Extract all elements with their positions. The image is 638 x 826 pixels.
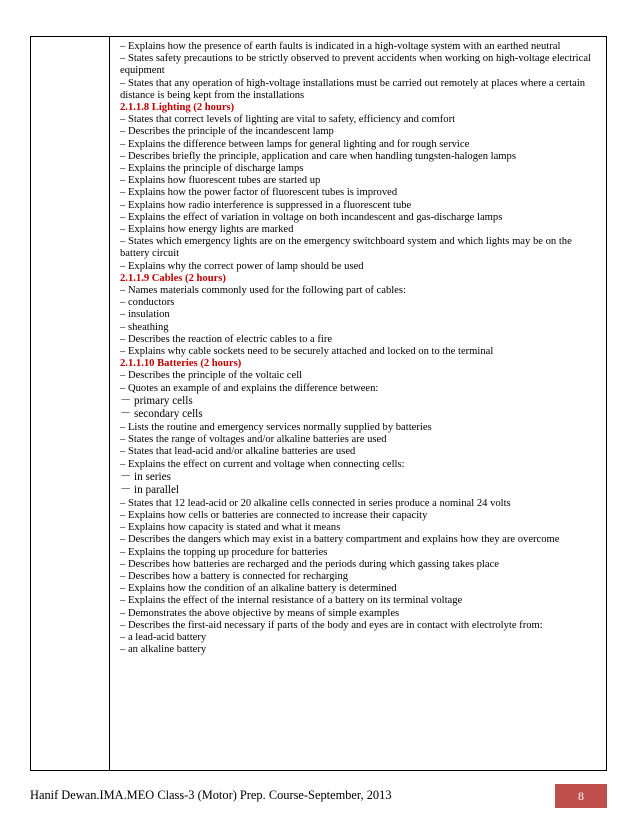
content-line: – Explains how capacity is stated and what it means [120,522,341,534]
content-table [30,36,607,771]
page-footer [30,784,607,808]
content-line: – Explains how the condition of an alkaline battery is determined [120,583,397,595]
content-line: – conductors [120,297,175,309]
content-line: – insulation [120,309,170,321]
section-heading: 2.1.1.10 Batteries (2 hours) [120,358,242,370]
content-line: – Describes the principle of the incandescent lamp [120,126,334,138]
content-line: – States safety precautions to be strictly observed to prevent accidents when working on high-voltage electrical equipment [120,53,591,77]
content-line: – Names materials commonly used for the following part of cables: [120,285,406,297]
section-heading: 2.1.1.9 Cables (2 hours) [120,272,226,284]
content-line: – an alkaline battery [120,644,207,656]
content-line: – Explains how the power factor of fluorescent tubes is improved [120,187,398,199]
content-line: – Quotes an example of and explains the difference between: [120,382,379,394]
content-line: – Explains the difference between lamps for general lighting and for rough service [120,138,470,150]
table-content-column [120,41,602,656]
content-line: – Describes the reaction of electric cables to a fire [120,333,333,345]
content-line: – Explains how fluorescent tubes are started up [120,175,321,187]
content-line: – Explains how cells or batteries are connected to increase their capacity [120,509,428,521]
page-number-badge: 8 [555,784,607,808]
content-line: – States which emergency lights are on the emergency switchboard system and which lights may be on the battery circuit [120,236,572,260]
table-left-column [31,37,110,770]
content-line: － in series [120,470,171,483]
content-line: － in parallel [120,484,180,497]
content-line: – Explains how energy lights are marked [120,224,294,236]
content-line: – Describes the first-aid necessary if parts of the body and eyes are in contact with electrolyte from: [120,619,543,631]
content-line: – Explains why the correct power of lamp should be used [120,260,364,272]
content-line: – Explains the effect of variation in voltage on both incandescent and gas-discharge lamps [120,211,503,223]
content-line: － primary cells [120,394,193,407]
content-line: – Describes the dangers which may exist in a battery compartment and explains how they are overcome [120,534,560,546]
content-line: – States that lead-acid and/or alkaline batteries are used [120,446,356,458]
content-line: – Demonstrates the above objective by means of simple examples [120,607,400,619]
footer-text: Hanif Dewan.IMA.MEO Class-3 (Motor) Prep. Course-September, 2013 [30,788,392,802]
content-line: – States that 12 lead-acid or 20 alkaline cells connected in series produce a nominal 24 volts [120,497,511,509]
content-line: – Explains the effect on current and voltage when connecting cells: [120,458,405,470]
content-line: – Explains how radio interference is suppressed in a fluorescent tube [120,199,412,211]
content-line: – sheathing [120,321,169,333]
content-line: – Describes briefly the principle, application and care when handling tungsten-halogen lamps [120,150,516,162]
content-line: – States that correct levels of lighting are vital to safety, efficiency and comfort [120,114,456,126]
section-heading: 2.1.1.8 Lighting (2 hours) [120,102,235,114]
content-line: – Describes how a battery is connected for recharging [120,570,349,582]
content-line: – Describes how batteries are recharged and the periods during which gassing takes place [120,558,499,570]
content-line: – Explains why cable sockets need to be securely attached and locked on to the terminal [120,346,494,358]
content-line: – Explains the topping up procedure for batteries [120,546,328,558]
content-line: – Describes the principle of the voltaic cell [120,370,303,382]
content-line: － secondary cells [120,408,203,421]
content-line: – States the range of voltages and/or alkaline batteries are used [120,434,387,446]
content-line: – Explains the effect of the internal resistance of a battery on its terminal voltage [120,595,463,607]
content-line: – Explains how the presence of earth faults is indicated in a high-voltage system with an earthed neutral [120,41,561,52]
content-line: – a lead-acid battery [120,631,207,643]
content-line: – Explains the principle of discharge lamps [120,163,304,175]
content-line: – Lists the routine and emergency services normally supplied by batteries [120,421,432,433]
content-line: – States that any operation of high-voltage installations must be carried out remotely at places where a certain distance is being kept from the installations [120,77,586,101]
